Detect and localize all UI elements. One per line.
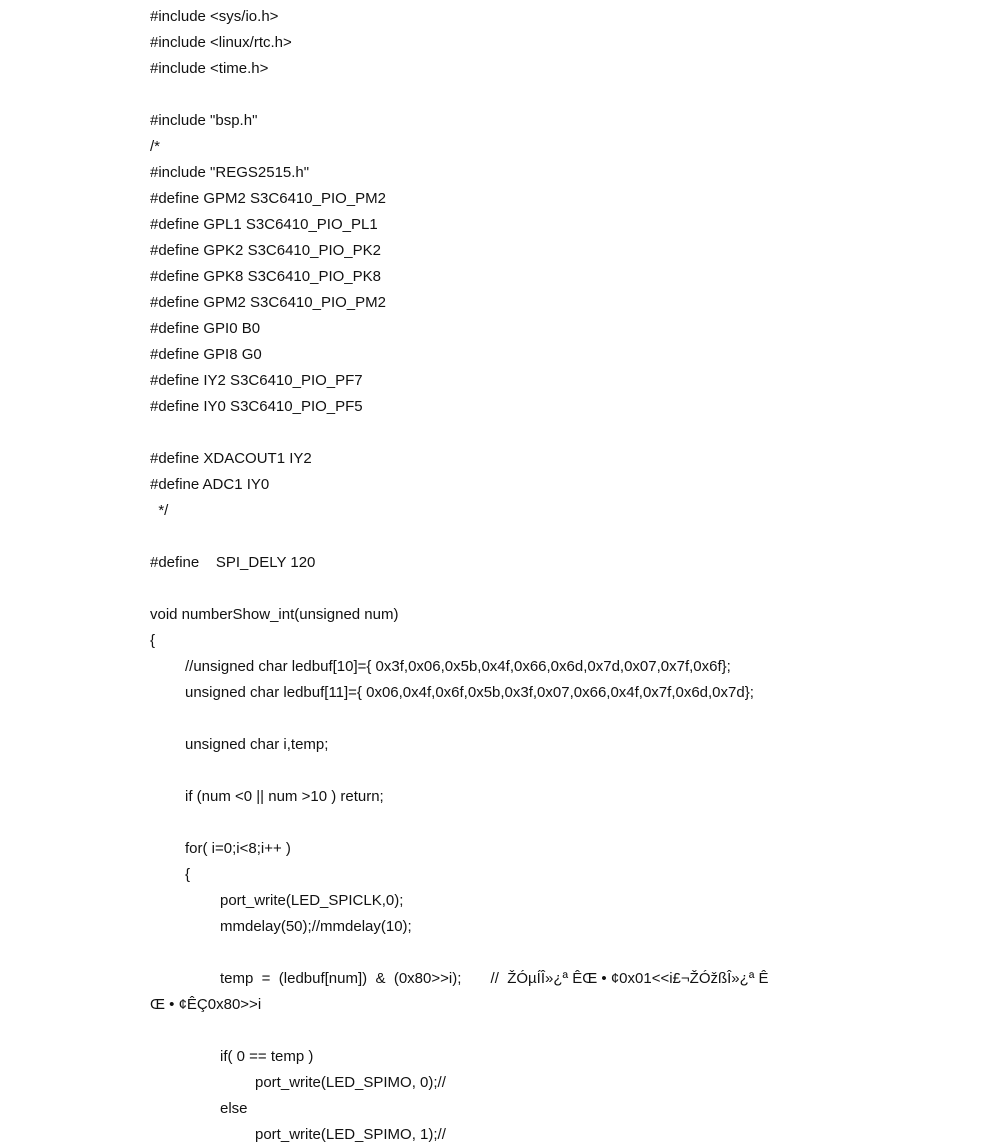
blank-line: [150, 420, 970, 446]
code-line: #define GPL1 S3C6410_PIO_PL1: [150, 216, 378, 233]
code-line: {: [185, 866, 191, 883]
code-line: #define GPM2 S3C6410_PIO_PM2: [150, 190, 386, 207]
code-line: unsigned char ledbuf[11]={ 0x06,0x4f,0x6f,0x5b,0x3f,0x07,0x66,0x4f,0x7f,0x6d,0x7d};: [185, 684, 754, 701]
code-line: #define GPK2 S3C6410_PIO_PK2: [150, 242, 381, 259]
code-line: port_write(LED_SPIMO, 0);//: [255, 1074, 446, 1091]
code-line: for( i=0;i<8;i++ ): [185, 840, 291, 857]
code-line: //unsigned char ledbuf[10]={ 0x3f,0x06,0x5b,0x4f,0x66,0x6d,0x7d,0x07,0x7f,0x6f};: [185, 658, 731, 675]
code-line: Œ • ¢ÊÇ0x80>>i: [150, 996, 262, 1013]
code-line: */: [150, 502, 169, 519]
code-line: #define GPM2 S3C6410_PIO_PM2: [150, 294, 386, 311]
code-line: /*: [150, 138, 161, 155]
code-line: #define SPI_DELY 120: [150, 554, 316, 571]
code-line: mmdelay(50);//mmdelay(10);: [220, 918, 412, 935]
code-line: #define ADC1 IY0: [150, 476, 270, 493]
code-line: #define IY2 S3C6410_PIO_PF7: [150, 372, 363, 389]
code-line: #define GPK8 S3C6410_PIO_PK8: [150, 268, 381, 285]
code-line: #include <linux/rtc.h>: [150, 34, 292, 51]
code-line: #define GPI0 B0: [150, 320, 261, 337]
blank-line: [150, 706, 970, 732]
code-line: else: [220, 1100, 248, 1117]
code-line: #include <time.h>: [150, 60, 269, 77]
code-line: if( 0 == temp ): [220, 1048, 314, 1065]
blank-line: [150, 940, 970, 966]
code-line: #define GPI8 G0: [150, 346, 262, 363]
code-line: port_write(LED_SPIMO, 1);//: [255, 1126, 446, 1143]
code-line: if (num <0 || num >10 ) return;: [185, 788, 384, 805]
code-line: #include "bsp.h": [150, 112, 258, 129]
code-line: #include "REGS2515.h": [150, 164, 310, 181]
code-line: void numberShow_int(unsigned num): [150, 606, 399, 623]
code-line: #define IY0 S3C6410_PIO_PF5: [150, 398, 363, 415]
blank-line: [150, 82, 970, 108]
code-line: port_write(LED_SPICLK,0);: [220, 892, 404, 909]
code-line: #define XDACOUT1 IY2: [150, 450, 312, 467]
code-listing: [150, 4, 970, 1148]
code-line: temp = (ledbuf[num]) & (0x80>>i); // ŽÓµÍÎ»¿ª ÊŒ • ¢0x01<<i£¬ŽÓžßÎ»¿ª Ê: [220, 970, 769, 987]
code-line: {: [150, 632, 156, 649]
blank-line: [150, 810, 970, 836]
code-line: unsigned char i,temp;: [185, 736, 329, 753]
blank-line: [150, 758, 970, 784]
blank-line: [150, 1018, 970, 1044]
code-line: #include <sys/io.h>: [150, 8, 279, 25]
blank-line: [150, 524, 970, 550]
blank-line: [150, 576, 970, 602]
